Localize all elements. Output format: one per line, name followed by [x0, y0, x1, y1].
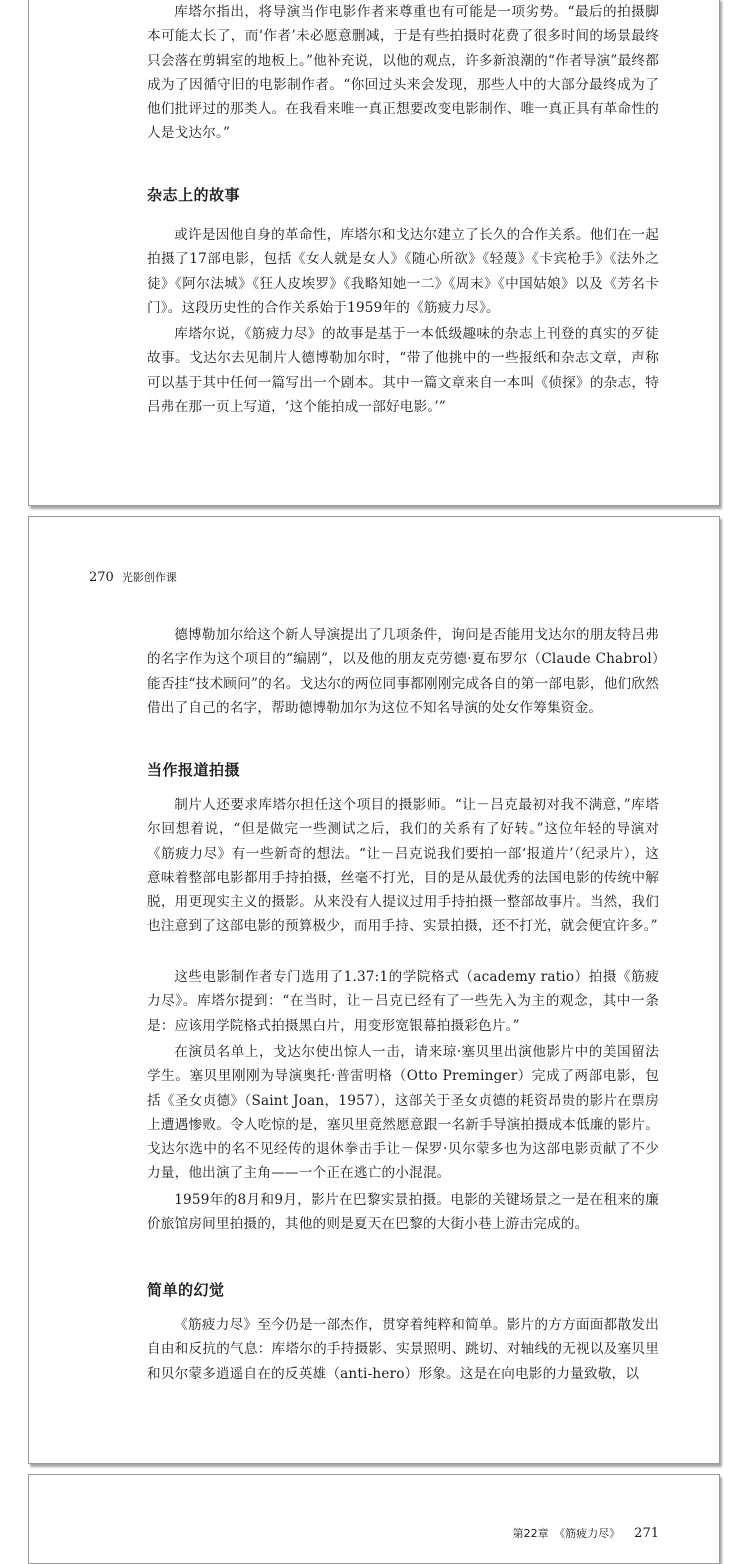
paragraph: 或许是因他自身的革命性，库塔尔和戈达尔建立了长久的合作关系。他们在一起拍摄了17部电影，包括《女人就是女人》《随心所欲》《轻蔑》《卡宾枪手》《法外之徒》《阿尔法城》《狂人皮埃罗》《我略知她一二》《周末》《中国姑娘》以及《芳名卡门》。这段历史性的合作关系始于1959年的《筋疲力尽》。: [147, 227, 659, 316]
page-number: 271: [634, 1526, 659, 1541]
paragraph: 这些电影制作者专门选用了1.37:1的学院格式（academy ratio）拍摄《筋疲力尽》。库塔尔提到：“在当时，让－吕克已经有了一些先入为主的观念，其中一条是：应该用学院格式拍摄黑白片，用变形宽银幕拍摄彩色片。”: [147, 969, 659, 1034]
paragraph: 《筋疲力尽》至今仍是一部杰作，贯穿着纯粹和简单。影片的方方面面都散发出自由和反抗的气息：库塔尔的手持摄影、实景照明、跳切、对轴线的无视以及塞贝里和贝尔蒙多逍遥自在的反英雄（anti-hero）形象。这是在向电影的力量致敬，以: [147, 1317, 659, 1382]
page-number: 270: [89, 570, 114, 585]
book-page-271: [28, 1474, 720, 1564]
running-head: [513, 1525, 659, 1541]
book-title: 光影创作课: [121, 571, 177, 584]
paragraph: 1959年的8月和9月，影片在巴黎实景拍摄。电影的关键场景之一是在租来的廉价旅馆房间里拍摄的，其他的则是夏天在巴黎的大街小巷上游击完成的。: [147, 1192, 659, 1233]
paragraph: 在演员名单上，戈达尔使出惊人一击，请来琼·塞贝里出演他影片中的美国留法学生。塞贝里刚刚为导演奥托·普雷明格（Otto Preminger）完成了两部电影，包括《圣女贞德》（Saint Joan，1957），这部关于圣女贞德的耗资昂贵的影片在票房上遭遇惨败。令人吃惊的是，塞贝里竟然愿意跟一名新手导演拍摄成本低廉的影片。戈达尔选中的名不见经传的退休拳击手让－保罗·贝尔蒙多也为这部电影贡献了不少力量，他出演了主角——一个正在逃亡的小混混。: [147, 1044, 659, 1182]
running-head: [89, 569, 177, 585]
paragraph: 库塔尔指出，将导演当作电影作者来尊重也有可能是一项劣势。“最后的拍摄脚本可能太长了，而‘作者’未必愿意删减，于是有些拍摄时花费了很多时间的场景最终只会落在剪辑室的地板上。”他补充说，以他的观点，许多新浪潮的“作者导演”最终都成为了因循守旧的电影制作者。“你回过头来会发现，那些人中的大部分最终成为了他们批评过的那类人。在我看来唯一真正想要改变电影制作、唯一真正具有革命性的人是戈达尔。”: [147, 4, 659, 142]
book-page-270: [28, 516, 720, 1464]
chapter-title: 第22章 《筋疲力尽》: [512, 1527, 621, 1540]
paragraph: 德博勒加尔给这个新人导演提出了几项条件，询问是否能用戈达尔的朋友特吕弗的名字作为这个项目的“编剧”，以及他的朋友克劳德·夏布罗尔（Claude Chabrol）能否挂“技术顾问”的名。戈达尔的两位同事都刚刚完成各自的第一部电影，他们欣然借出了自己的名字，帮助德博勒加尔为这位不知名导演的处女作筹集资金。: [147, 627, 659, 716]
section-heading: 简单的幻觉: [147, 1281, 225, 1299]
section-heading: 当作报道拍摄: [147, 761, 241, 779]
book-page-upper: [28, 0, 720, 506]
paragraph: 制片人还要求库塔尔担任这个项目的摄影师。“让－吕克最初对我不满意，”库塔尔回想着说，“但是做完一些测试之后，我们的关系有了好转。”这位年轻的导演对《筋疲力尽》有一些新奇的想法。“让－吕克说我们要拍一部‘报道片’（纪录片），这意味着整部电影都用手持拍摄，丝毫不打光，目的是从最优秀的法国电影的传统中解脱，用更现实主义的摄影。从来没有人提议过用手持拍摄一整部故事片。当然，我们也注意到了这部电影的预算极少，而用手持、实景拍摄，还不打光，就会便宜许多。”: [147, 797, 659, 935]
section-heading: 杂志上的故事: [147, 186, 241, 204]
paragraph: 库塔尔说，《筋疲力尽》的故事是基于一本低级趣味的杂志上刊登的真实的歹徒故事。戈达尔去见制片人德博勒加尔时，“带了他挑中的一些报纸和杂志文章，声称可以基于其中任何一篇写出一个剧本。其中一篇文章来自一本叫《侦探》的杂志，特吕弗在那一页上写道，‘这个能拍成一部好电影。’”: [147, 326, 659, 415]
